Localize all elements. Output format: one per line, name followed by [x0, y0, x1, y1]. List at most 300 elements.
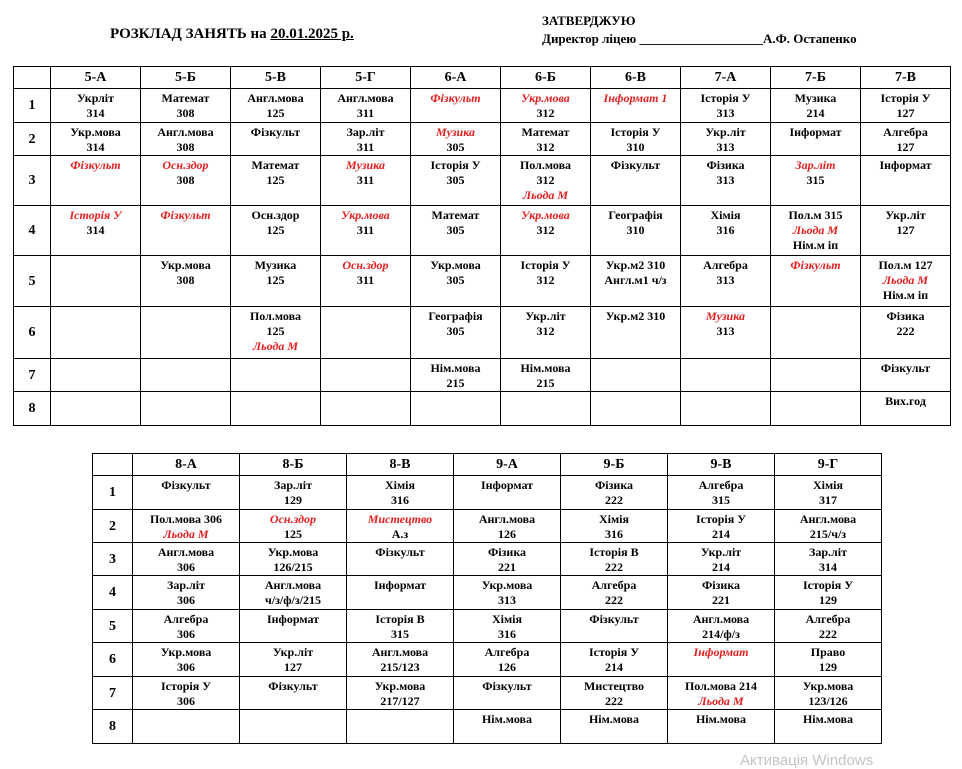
- lesson-entry: 305: [446, 223, 465, 237]
- lesson-entry: Укр.мова: [160, 258, 211, 272]
- lesson-row: [93, 576, 882, 610]
- lesson-entry: Історія У: [610, 125, 661, 139]
- lesson-cell: [240, 677, 347, 710]
- lesson-cell: [668, 510, 775, 543]
- lesson-cell: [501, 256, 591, 307]
- lesson-cell: [133, 576, 240, 610]
- lesson-cell: [133, 543, 240, 576]
- lesson-entry: Історія У: [880, 91, 931, 105]
- lesson-entry: Алгебра: [883, 125, 928, 139]
- lesson-entry: 314: [86, 106, 105, 120]
- lesson-entry: 316: [498, 627, 516, 641]
- lesson-cell: [681, 392, 771, 426]
- lesson-cell: [591, 359, 681, 392]
- lesson-cell: [771, 359, 861, 392]
- lesson-entry: 214: [806, 106, 825, 120]
- lesson-cell: [347, 543, 454, 576]
- lesson-cell: [454, 576, 561, 610]
- lesson-cell: [771, 392, 861, 426]
- lesson-entry: 313: [716, 273, 735, 287]
- lesson-cell: [668, 710, 775, 744]
- lesson-cell: [141, 392, 231, 426]
- highlighted-entry: Льода М: [522, 188, 569, 202]
- lesson-entry: Фізкульт: [375, 545, 425, 559]
- lesson-cell: [681, 307, 771, 359]
- lesson-entry: Математ: [251, 158, 300, 172]
- lesson-cell: [347, 643, 454, 677]
- class-header: 9-А: [454, 454, 561, 476]
- lesson-entry: 311: [356, 140, 375, 154]
- lesson-cell: [321, 392, 411, 426]
- lesson-entry: Зар.літ: [274, 478, 312, 492]
- lesson-cell: [561, 543, 668, 576]
- lesson-cell: [561, 710, 668, 744]
- lesson-cell: [591, 123, 681, 156]
- lesson-entry: Англ.мова: [157, 545, 215, 559]
- lesson-cell: [591, 256, 681, 307]
- lesson-row: [93, 543, 882, 576]
- lesson-entry: 314: [819, 560, 837, 574]
- lesson-entry: 312: [536, 106, 555, 120]
- lesson-cell: [771, 123, 861, 156]
- lesson-entry: 222: [605, 593, 623, 607]
- lesson-row: [14, 123, 951, 156]
- lesson-cell: [240, 476, 347, 510]
- lesson-entry: Історія У: [695, 512, 747, 526]
- lesson-entry: 306: [177, 593, 195, 607]
- lesson-cell: [501, 156, 591, 206]
- lesson-cell: [411, 307, 501, 359]
- lesson-entry: Укр.м2 310: [605, 258, 666, 272]
- lesson-entry: Право: [810, 645, 846, 659]
- lesson-cell: [141, 156, 231, 206]
- lesson-entry: Географія: [608, 208, 663, 222]
- lesson-cell: [240, 510, 347, 543]
- lesson-cell: [861, 123, 951, 156]
- lesson-entry: Укр.мова: [267, 545, 319, 559]
- lesson-cell: [771, 256, 861, 307]
- lesson-cell: [501, 359, 591, 392]
- lesson-number: 4: [93, 576, 133, 610]
- lesson-entry: Фізкульт: [250, 125, 301, 139]
- approve-label: ЗАТВЕРДЖУЮ: [542, 13, 636, 28]
- lesson-entry: Мистецтво: [584, 679, 644, 693]
- lesson-entry: 306: [177, 660, 195, 674]
- lesson-row: [93, 510, 882, 543]
- class-header: 9-Б: [561, 454, 668, 476]
- lesson-number: 7: [93, 677, 133, 710]
- lesson-entry: Хімія: [599, 512, 629, 526]
- lesson-cell: [231, 392, 321, 426]
- lesson-entry: 125: [266, 223, 285, 237]
- lesson-entry: 129: [819, 593, 837, 607]
- lesson-entry: 312: [536, 273, 555, 287]
- lesson-cell: [775, 543, 882, 576]
- lesson-cell: [681, 89, 771, 123]
- lesson-cell: [561, 510, 668, 543]
- lesson-number: 7: [14, 359, 51, 392]
- lesson-cell: [561, 677, 668, 710]
- lesson-entry: 127: [896, 223, 915, 237]
- lesson-entry: 126: [498, 660, 516, 674]
- highlighted-entry: Зар.літ: [795, 158, 836, 172]
- lesson-entry: 313: [716, 140, 735, 154]
- lesson-entry: 125: [284, 527, 302, 541]
- lesson-cell: [411, 89, 501, 123]
- lesson-entry: 222: [605, 493, 623, 507]
- lesson-number: 2: [14, 123, 51, 156]
- lesson-entry: Історія У: [520, 258, 571, 272]
- lesson-entry: Фізкульт: [161, 478, 211, 492]
- lesson-entry: Інформат: [879, 158, 932, 172]
- lesson-entry: А.з: [391, 527, 409, 541]
- highlighted-entry: Фізкульт: [430, 91, 481, 105]
- lesson-entry: Історія В: [375, 612, 425, 626]
- lesson-cell: [141, 123, 231, 156]
- lesson-cell: [591, 156, 681, 206]
- lesson-entry: Укрліт: [76, 91, 115, 105]
- lesson-cell: [454, 543, 561, 576]
- lesson-cell: [321, 256, 411, 307]
- lesson-cell: [347, 476, 454, 510]
- lesson-entry: Зар.літ: [346, 125, 385, 139]
- lesson-entry: 317: [819, 493, 837, 507]
- highlighted-entry: Фізкульт: [160, 208, 211, 222]
- lesson-entry: Фізика: [594, 478, 634, 492]
- lesson-entry: Англ.мова: [157, 125, 214, 139]
- lesson-cell: [771, 206, 861, 256]
- lesson-cell: [454, 677, 561, 710]
- lesson-entry: Історія У: [700, 91, 751, 105]
- lesson-cell: [133, 710, 240, 744]
- lesson-cell: [771, 307, 861, 359]
- lesson-entry: 125: [266, 173, 285, 187]
- lesson-number: 2: [93, 510, 133, 543]
- schedule-table-grades-5-7: [13, 66, 951, 426]
- lesson-entry: Нім.мова: [520, 361, 571, 375]
- lesson-cell: [240, 710, 347, 744]
- lesson-cell: [231, 89, 321, 123]
- highlighted-entry: Музика: [436, 125, 475, 139]
- lesson-entry: Музика: [254, 258, 297, 272]
- lesson-entry: 126: [498, 527, 516, 541]
- lesson-entry: Нім.мова: [588, 712, 640, 726]
- lesson-entry: Англ.мова: [247, 91, 304, 105]
- lesson-row: [93, 610, 882, 643]
- lesson-entry: Історія У: [430, 158, 481, 172]
- lesson-entry: 311: [356, 273, 375, 287]
- lesson-entry: 127: [896, 140, 915, 154]
- lesson-entry: Фізика: [706, 158, 745, 172]
- lesson-entry: Зар.літ: [809, 545, 847, 559]
- lesson-row: [93, 643, 882, 677]
- lesson-cell: [240, 543, 347, 576]
- lesson-entry: Пол.м 127: [878, 258, 933, 272]
- lesson-entry: Нім.мова: [695, 712, 747, 726]
- lesson-cell: [681, 359, 771, 392]
- lesson-cell: [141, 206, 231, 256]
- class-header: 8-Б: [240, 454, 347, 476]
- lesson-entry: Фізкульт: [268, 679, 318, 693]
- lesson-cell: [454, 510, 561, 543]
- class-header: 6-А: [411, 67, 501, 89]
- lesson-cell: [861, 307, 951, 359]
- highlighted-entry: Льода М: [163, 527, 209, 541]
- lesson-cell: [775, 610, 882, 643]
- lesson-entry: Укр.літ: [525, 309, 566, 323]
- highlighted-entry: Фізкульт: [70, 158, 121, 172]
- lesson-cell: [501, 89, 591, 123]
- lesson-entry: 305: [446, 173, 465, 187]
- lesson-entry: 310: [626, 140, 645, 154]
- highlighted-entry: Льода М: [698, 694, 744, 708]
- lesson-number: 4: [14, 206, 51, 256]
- lesson-cell: [501, 123, 591, 156]
- lesson-entry: Алгебра: [163, 612, 209, 626]
- lesson-number: 5: [14, 256, 51, 307]
- lesson-cell: [861, 206, 951, 256]
- lesson-cell: [133, 510, 240, 543]
- lesson-cell: [321, 156, 411, 206]
- lesson-entry: Фізика: [487, 545, 527, 559]
- lesson-entry: Фізкульт: [880, 361, 931, 375]
- lesson-cell: [51, 206, 141, 256]
- lesson-cell: [347, 710, 454, 744]
- lesson-entry: Інформат: [789, 125, 842, 139]
- lesson-cell: [51, 359, 141, 392]
- windows-activation-watermark: Активація Windows: [740, 752, 874, 769]
- lesson-entry: Укр.мова: [374, 679, 426, 693]
- class-header: 6-Б: [501, 67, 591, 89]
- lesson-cell: [133, 677, 240, 710]
- lesson-entry: Нім.мова: [802, 712, 854, 726]
- lesson-entry: Нім.м іп: [792, 238, 839, 252]
- lesson-entry: Фізкульт: [589, 612, 639, 626]
- lesson-cell: [681, 123, 771, 156]
- schedule-title: [110, 26, 354, 43]
- title-text: РОЗКЛАД ЗАНЯТЬ на: [110, 26, 271, 42]
- class-header: 5-Б: [141, 67, 231, 89]
- lesson-entry: 126/215: [273, 560, 313, 574]
- lesson-cell: [347, 610, 454, 643]
- lesson-entry: Укр.літ: [705, 125, 746, 139]
- lesson-cell: [141, 359, 231, 392]
- highlighted-entry: Історія У: [69, 208, 122, 222]
- lesson-cell: [454, 643, 561, 677]
- class-header: 8-А: [133, 454, 240, 476]
- lesson-entry: Історія В: [589, 545, 639, 559]
- lesson-row: [14, 156, 951, 206]
- lesson-entry: Англ.м1 ч/з: [604, 273, 667, 287]
- lesson-entry: Пол.мова: [519, 158, 572, 172]
- lesson-cell: [411, 359, 501, 392]
- lesson-row: [14, 307, 951, 359]
- lesson-entry: Фізика: [701, 578, 741, 592]
- lesson-entry: 221: [498, 560, 516, 574]
- lesson-entry: 313: [716, 324, 735, 338]
- lesson-cell: [861, 156, 951, 206]
- lesson-number: 1: [93, 476, 133, 510]
- lesson-row: [14, 206, 951, 256]
- highlighted-entry: Осн.здор: [342, 258, 389, 272]
- lesson-cell: [561, 476, 668, 510]
- lesson-entry: 215/ч/з: [809, 527, 847, 541]
- lesson-entry: 215: [536, 376, 555, 390]
- lesson-entry: 312: [536, 223, 555, 237]
- class-header: 7-Б: [771, 67, 861, 89]
- lesson-cell: [501, 307, 591, 359]
- lesson-entry: Осн.здор: [251, 208, 300, 222]
- corner-cell: [93, 454, 133, 476]
- class-header: 9-В: [668, 454, 775, 476]
- lesson-entry: Алгебра: [484, 645, 530, 659]
- highlighted-entry: Укр.мова: [341, 208, 390, 222]
- lesson-cell: [411, 123, 501, 156]
- lesson-entry: 222: [819, 627, 837, 641]
- highlighted-entry: Інформат 1: [603, 91, 668, 105]
- schedule-table-grades-8-9: [92, 453, 882, 744]
- director-line: Директор ліцею ___________________А.Ф. Остапенко: [542, 31, 857, 46]
- lesson-cell: [668, 677, 775, 710]
- lesson-entry: 305: [446, 324, 465, 338]
- lesson-entry: Інформат: [480, 478, 534, 492]
- lesson-cell: [231, 156, 321, 206]
- lesson-cell: [347, 576, 454, 610]
- lesson-entry: 316: [716, 223, 735, 237]
- lesson-entry: Інформат: [266, 612, 320, 626]
- lesson-entry: Зар.літ: [167, 578, 205, 592]
- lesson-row: [14, 359, 951, 392]
- lesson-cell: [668, 543, 775, 576]
- lesson-entry: Укр.мова: [160, 645, 212, 659]
- lesson-cell: [501, 392, 591, 426]
- lesson-entry: Історія У: [588, 645, 640, 659]
- highlighted-entry: Інформат: [693, 645, 749, 659]
- lesson-cell: [681, 256, 771, 307]
- lesson-entry: 313: [716, 173, 735, 187]
- lesson-cell: [51, 156, 141, 206]
- lesson-number: 3: [14, 156, 51, 206]
- lesson-entry: 314: [86, 140, 105, 154]
- lesson-cell: [668, 576, 775, 610]
- lesson-cell: [321, 206, 411, 256]
- class-header: 6-В: [591, 67, 681, 89]
- lesson-cell: [561, 610, 668, 643]
- lesson-entry: 315: [391, 627, 409, 641]
- lesson-cell: [133, 643, 240, 677]
- lesson-entry: Хімія: [710, 208, 741, 222]
- lesson-cell: [347, 510, 454, 543]
- lesson-entry: 125: [266, 273, 285, 287]
- lesson-number: 6: [14, 307, 51, 359]
- lesson-entry: 215: [446, 376, 465, 390]
- lesson-entry: 305: [446, 140, 465, 154]
- lesson-entry: 306: [177, 694, 195, 708]
- lesson-cell: [51, 307, 141, 359]
- lesson-entry: 308: [176, 273, 195, 287]
- lesson-cell: [240, 643, 347, 677]
- lesson-entry: Фізика: [886, 309, 925, 323]
- lesson-row: [14, 89, 951, 123]
- lesson-cell: [454, 710, 561, 744]
- lesson-cell: [240, 610, 347, 643]
- lesson-entry: 125: [266, 324, 285, 338]
- lesson-entry: 312: [536, 140, 555, 154]
- lesson-entry: 127: [896, 106, 915, 120]
- highlighted-entry: Льода М: [882, 273, 929, 287]
- lesson-entry: Алгебра: [591, 578, 637, 592]
- lesson-entry: Алгебра: [805, 612, 851, 626]
- highlighted-entry: Укр.мова: [521, 91, 570, 105]
- lesson-entry: 217/127: [380, 694, 420, 708]
- highlighted-entry: Фізкульт: [790, 258, 841, 272]
- lesson-cell: [668, 610, 775, 643]
- lesson-cell: [231, 307, 321, 359]
- lesson-entry: Вих.год: [885, 394, 926, 408]
- title-date: 20.01.2025 р.: [270, 26, 354, 42]
- lesson-cell: [775, 576, 882, 610]
- lesson-cell: [411, 206, 501, 256]
- approval-block: [542, 12, 857, 48]
- lesson-entry: Математ: [161, 91, 210, 105]
- lesson-entry: 308: [176, 173, 195, 187]
- lesson-cell: [141, 89, 231, 123]
- highlighted-entry: Мистецтво: [367, 512, 433, 526]
- highlighted-entry: Музика: [706, 309, 745, 323]
- lesson-entry: Англ.мова: [371, 645, 429, 659]
- lesson-cell: [240, 576, 347, 610]
- lesson-entry: 311: [356, 173, 375, 187]
- lesson-cell: [133, 476, 240, 510]
- lesson-number: 6: [93, 643, 133, 677]
- lesson-entry: 305: [446, 273, 465, 287]
- class-header: 5-А: [51, 67, 141, 89]
- lesson-entry: Англ.мова: [264, 578, 322, 592]
- lesson-entry: Пол.мова 306: [149, 512, 223, 526]
- lesson-entry: 311: [356, 106, 375, 120]
- lesson-number: 1: [14, 89, 51, 123]
- lesson-cell: [454, 476, 561, 510]
- lesson-cell: [321, 123, 411, 156]
- lesson-entry: Математ: [431, 208, 480, 222]
- lesson-entry: 310: [626, 223, 645, 237]
- lesson-cell: [861, 359, 951, 392]
- lesson-cell: [51, 256, 141, 307]
- class-header: 7-А: [681, 67, 771, 89]
- lesson-entry: Фізкульт: [482, 679, 532, 693]
- lesson-entry: Укр.м2 310: [605, 309, 666, 323]
- lesson-cell: [861, 89, 951, 123]
- lesson-entry: 127: [284, 660, 302, 674]
- lesson-cell: [861, 256, 951, 307]
- lesson-entry: Музика: [794, 91, 837, 105]
- lesson-cell: [775, 510, 882, 543]
- lesson-entry: Нім.мова: [430, 361, 481, 375]
- lesson-row: [14, 392, 951, 426]
- lesson-cell: [591, 307, 681, 359]
- lesson-entry: Укр.мова: [70, 125, 121, 139]
- lesson-entry: 129: [284, 493, 302, 507]
- lesson-cell: [141, 307, 231, 359]
- lesson-entry: Пол.м 315: [788, 208, 843, 222]
- lesson-row: [14, 256, 951, 307]
- lesson-row: [93, 677, 882, 710]
- lesson-cell: [668, 476, 775, 510]
- lesson-entry: Укр.літ: [272, 645, 314, 659]
- lesson-entry: Англ.мова: [799, 512, 857, 526]
- lesson-entry: Географія: [428, 309, 483, 323]
- lesson-entry: 214: [712, 560, 730, 574]
